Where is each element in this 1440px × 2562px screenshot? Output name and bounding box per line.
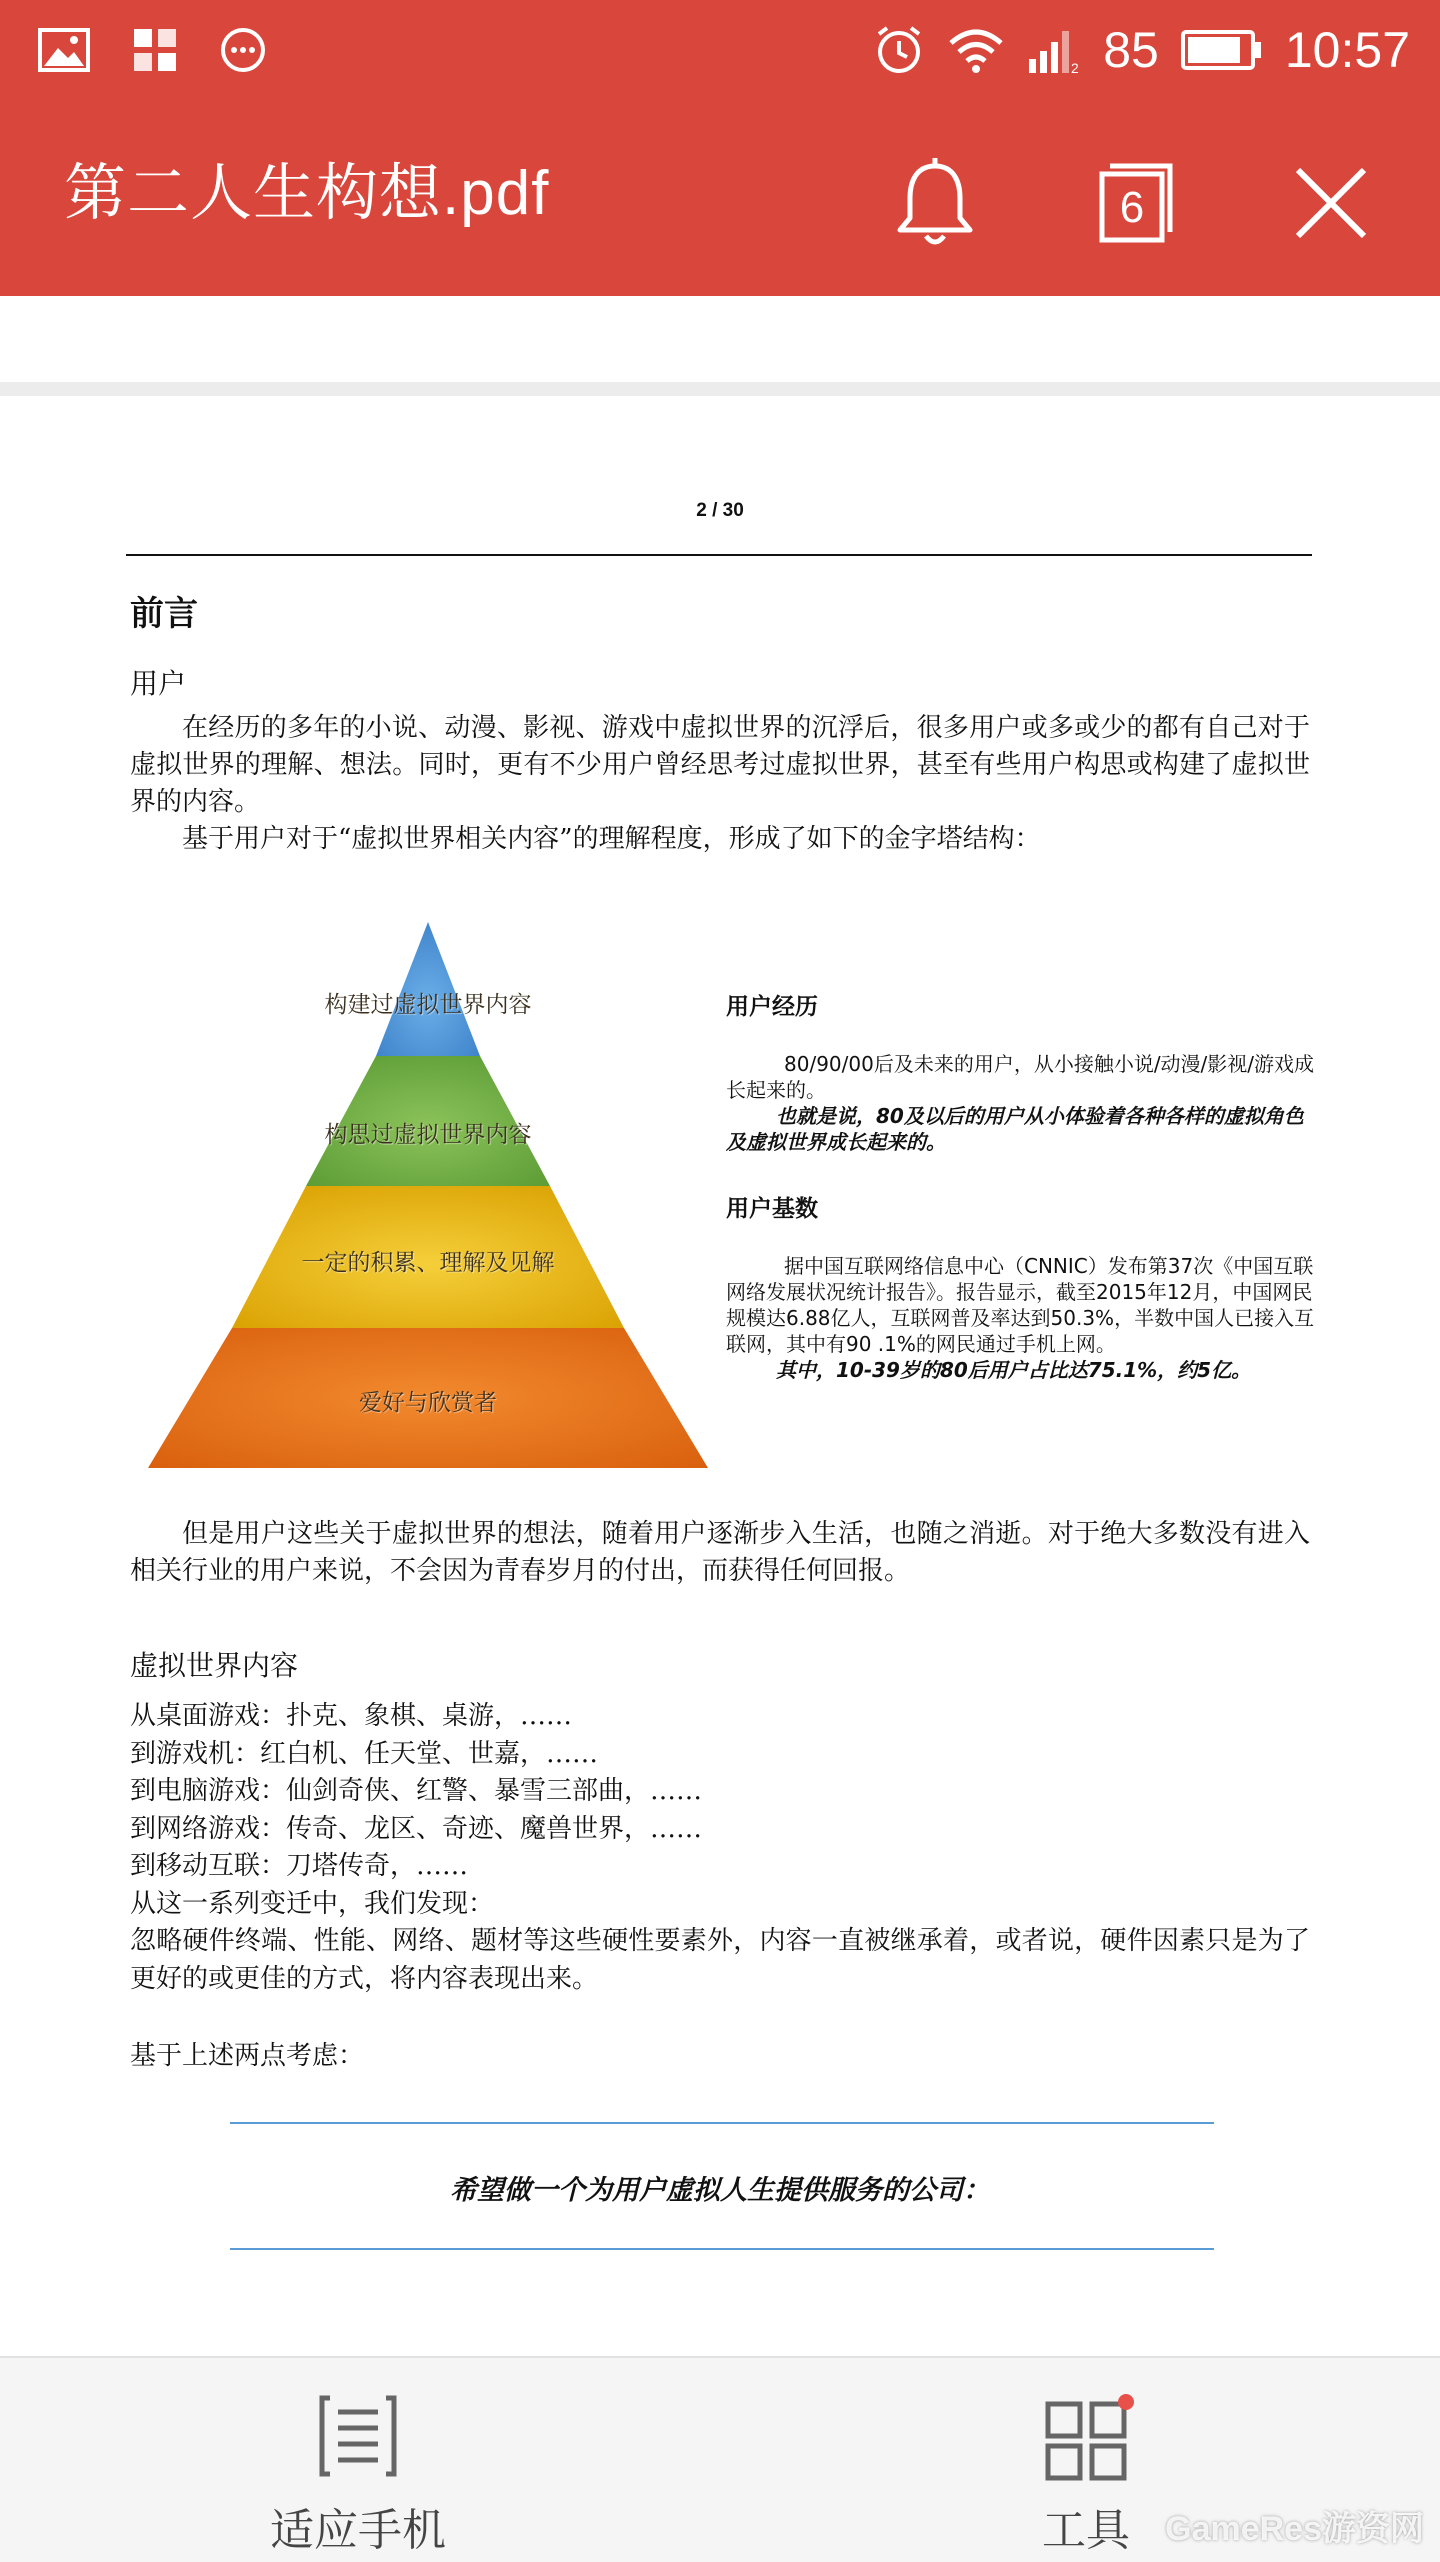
image-icon — [38, 28, 90, 72]
tools-grid-icon — [1036, 2394, 1136, 2484]
fit-phone-button[interactable] — [228, 2394, 488, 2562]
svg-text:2: 2 — [1071, 60, 1080, 75]
list-item: 到移动互联：刀塔传奇，…… — [130, 1851, 469, 1881]
tabs-button[interactable] — [1080, 148, 1190, 258]
bell-icon — [880, 148, 990, 258]
list-item: 到游戏机：红白机、任天堂、世嘉，…… — [130, 1738, 599, 1769]
notification-dot — [1118, 2394, 1134, 2410]
watermark: GameRes游资网 — [1165, 2510, 1424, 2548]
title-bar — [0, 100, 1440, 296]
user-base-text: 据中国互联网络信息中心（CNNIC）发布第37次《中国互联网络发展状况统计报告》。报告显示，截至2015年12月，中国网民规模达6.88亿人，互联网普及率达到50.3%，半数中国人已接入互联网，其中有90 .1%的网民通过手机上网。 — [726, 1254, 1315, 1356]
user-base-block — [726, 1190, 1316, 1383]
pdf-page[interactable] — [0, 396, 1440, 2356]
header-rule — [126, 554, 1312, 556]
list-item: 忽略硬件终端、性能、网络、题材等这些硬性要素外，内容一直被继承着，或者说，硬件因素只是为了更好的或更佳的方式，将内容表现出来。 — [130, 1926, 1310, 1994]
mission-quote: 希望做一个为用户虚拟人生提供服务的公司： — [450, 2175, 990, 2206]
paragraph-3: 但是用户这些关于虚拟世界的想法，随着用户逐渐步入生活，也随之消逝。对于绝大多数没有进入相关行业的用户来说，不会因为青春岁月的付出，而获得任何回报。 — [130, 1519, 1310, 1586]
document-title: 第二人生构想.pdf — [64, 159, 550, 228]
pyramid-diagram — [140, 916, 716, 1476]
more-dots-icon — [220, 27, 266, 73]
signal-icon — [1027, 25, 1081, 75]
tools-label: 工具 — [1042, 2506, 1130, 2555]
paragraph-1: 在经历的多年的小说、动漫、影视、游戏中虚拟世界的沉浮后，很多用户或多或少的都有自己对于虚拟世界的理解、想法。同时，更有不少用户曾经思考过虚拟世界，甚至有些用户构思或构建了虚拟世界的内容。 — [130, 713, 1310, 817]
document-list-icon — [318, 2394, 398, 2478]
list-item: 到网络游戏：传奇、龙区、奇迹、魔兽世界，…… — [130, 1813, 703, 1844]
wifi-icon — [947, 25, 1005, 75]
list-item: 从桌面游戏：扑克、象棋、桌游，…… — [130, 1701, 573, 1731]
bottom-toolbar — [0, 2356, 1440, 2562]
page-heading: 前言 — [130, 594, 198, 634]
pyramid-label-2: 构思过虚拟世界内容 — [324, 1122, 532, 1148]
quote-rule-top — [230, 2122, 1214, 2124]
content-list — [130, 1698, 1310, 1998]
list-item: 从这一系列变迁中，我们发现： — [130, 1888, 495, 1919]
quote-rule-bottom — [230, 2248, 1214, 2250]
user-experience-emphasis: 也就是说，80及以后的用户从小体验着各种各样的虚拟角色及虚拟世界成长起来的。 — [726, 1104, 1304, 1154]
top-app-bar — [0, 0, 1440, 296]
close-icon — [1276, 148, 1386, 258]
paragraph-2: 基于用户对于“虚拟世界相关内容”的理解程度，形成了如下的金字塔结构： — [182, 824, 1041, 854]
user-experience-text: 80/90/00后及未来的用户，从小接触小说/动漫/影视/游戏成长起来的。 — [726, 1052, 1315, 1102]
pyramid-label-1: 构建过虚拟世界内容 — [324, 992, 532, 1018]
close-button[interactable] — [1276, 148, 1386, 258]
pyramid-label-3: 一定的积累、理解及见解 — [301, 1250, 555, 1276]
pyramid-label-4: 爱好与欣赏者 — [359, 1390, 497, 1416]
section-users-heading: 用户 — [130, 667, 187, 700]
section-content-heading: 虚拟世界内容 — [130, 1649, 299, 1682]
status-bar — [0, 0, 1440, 100]
page-separator — [0, 382, 1440, 396]
user-base-title: 用户基数 — [726, 1196, 818, 1222]
battery-percent: 85 — [1103, 22, 1159, 78]
user-experience-block — [726, 988, 1316, 1155]
user-experience-title: 用户经历 — [726, 994, 818, 1020]
apps-icon — [132, 27, 178, 73]
fit-phone-label: 适应手机 — [270, 2506, 446, 2555]
conclusion-intro: 基于上述两点考虑： — [130, 2041, 365, 2071]
user-base-emphasis: 其中，10-39岁的80后用户占比达75.1%，约5亿。 — [776, 1358, 1252, 1382]
alarm-icon — [873, 24, 925, 76]
tab-count: 6 — [1119, 183, 1145, 232]
notification-button[interactable] — [880, 148, 990, 258]
battery-icon — [1181, 28, 1263, 72]
page-indicator: 2 / 30 — [696, 500, 744, 521]
clock: 10:57 — [1284, 22, 1410, 78]
list-item: 到电脑游戏：仙剑奇侠、红警、暴雪三部曲，…… — [130, 1776, 703, 1806]
